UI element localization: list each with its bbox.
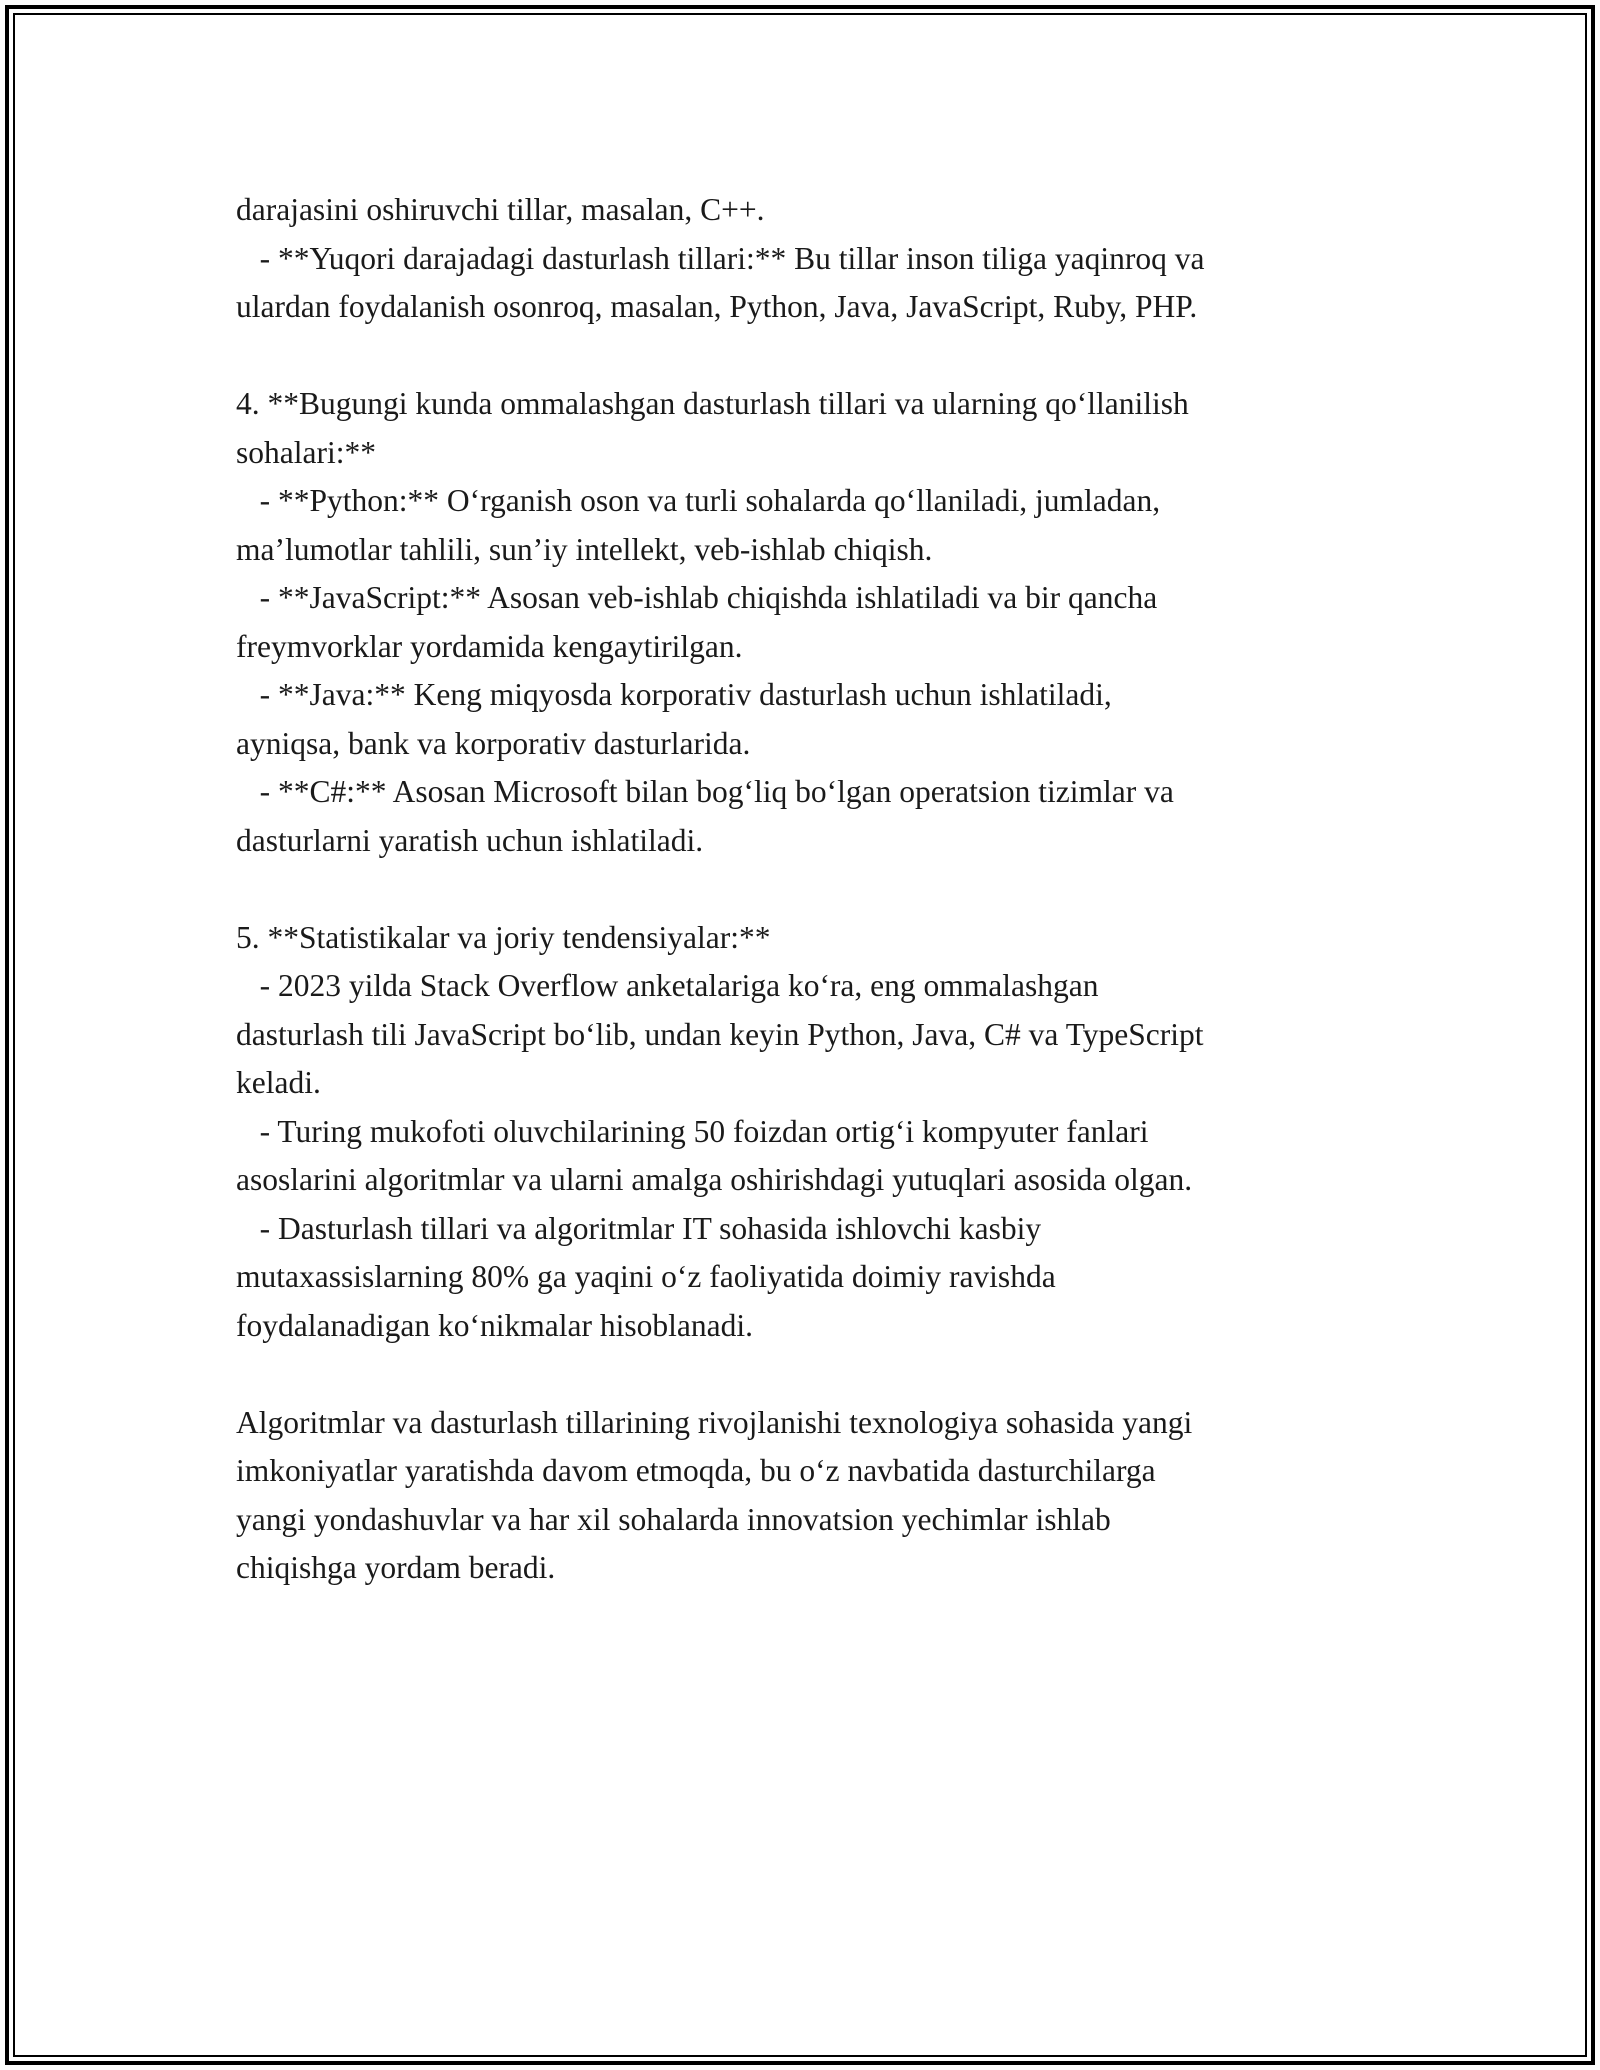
text-line: foydalanadigan ko‘nikmalar hisoblanadi. (236, 1307, 753, 1343)
text-line: imkoniyatlar yaratishda davom etmoqda, bu o‘z navbatida dasturchilarga (236, 1453, 1156, 1488)
text-line: asoslarini algoritmlar va ularni amalga oshirishdagi yutuqlari asosida olgan. (236, 1162, 1193, 1197)
text-line: darajasini oshiruvchi tillar, masalan, C++. (236, 192, 765, 227)
text-line: keladi. (236, 1065, 321, 1100)
paragraph (236, 914, 1406, 1351)
paragraph (236, 1399, 1406, 1593)
text-line: Algoritmlar va dasturlash tillarining rivojlanishi texnologiya sohasida yangi (236, 1404, 1193, 1440)
paragraph (236, 380, 1406, 865)
text-line: - **JavaScript:** Asosan veb-ishlab chiqishda ishlatiladi va bir qancha (236, 580, 1158, 615)
paragraph-gap (236, 865, 1406, 914)
text-line: freymvorklar yordamida kengaytirilgan. (236, 628, 743, 664)
text-line: - Turing mukofoti oluvchilarining 50 foizdan ortig‘i kompyuter fanlari (236, 1113, 1149, 1149)
text-line: chiqishga yordam beradi. (236, 1550, 556, 1585)
text-line: - Dasturlash tillari va algoritmlar IT sohasida ishlovchi kasbiy (236, 1210, 1042, 1246)
text-line: - **Yuqori darajadagi dasturlash tillari:** Bu tillar inson tiliga yaqinroq va (236, 240, 1205, 276)
paragraph (236, 186, 1406, 332)
text-line: mutaxassislarning 80% ga yaqini o‘z faoliyatida doimiy ravishda (236, 1259, 1056, 1294)
text-line: dasturlarni yaratish uchun ishlatiladi. (236, 822, 704, 858)
paragraph-gap (236, 332, 1406, 381)
text-line: - **Java:** Keng miqyosda korporativ dasturlash uchun ishlatiladi, (236, 677, 1112, 712)
text-line: - 2023 yilda Stack Overflow anketalariga ko‘ra, eng ommalashgan (236, 968, 1099, 1003)
text-line: - **Python:** O‘rganish oson va turli sohalarda qo‘llaniladi, jumladan, (236, 483, 1161, 518)
paragraph-gap (236, 1350, 1406, 1399)
text-line: ayniqsa, bank va korporativ dasturlarida. (236, 725, 751, 761)
text-line: dasturlash tili JavaScript bo‘lib, undan keyin Python, Java, C# va TypeScript (236, 1016, 1204, 1052)
text-line: 4. **Bugungi kunda ommalashgan dasturlash tillari va ularning qo‘llanilish (236, 386, 1189, 421)
text-line: sohalari:** (236, 434, 376, 470)
text-line: ma’lumotlar tahlili, sun’iy intellekt, veb-ishlab chiqish. (236, 531, 933, 567)
text-line: yangi yondashuvlar va har xil sohalarda innovatsion yechimlar ishlab (236, 1501, 1111, 1537)
text-line: ulardan foydalanish osonroq, masalan, Python, Java, JavaScript, Ruby, PHP. (236, 289, 1198, 324)
text-line: 5. **Statistikalar va joriy tendensiyalar:** (236, 919, 771, 955)
document-body (236, 186, 1406, 1593)
text-line: - **C#:** Asosan Microsoft bilan bog‘liq bo‘lgan operatsion tizimlar va (236, 774, 1174, 809)
